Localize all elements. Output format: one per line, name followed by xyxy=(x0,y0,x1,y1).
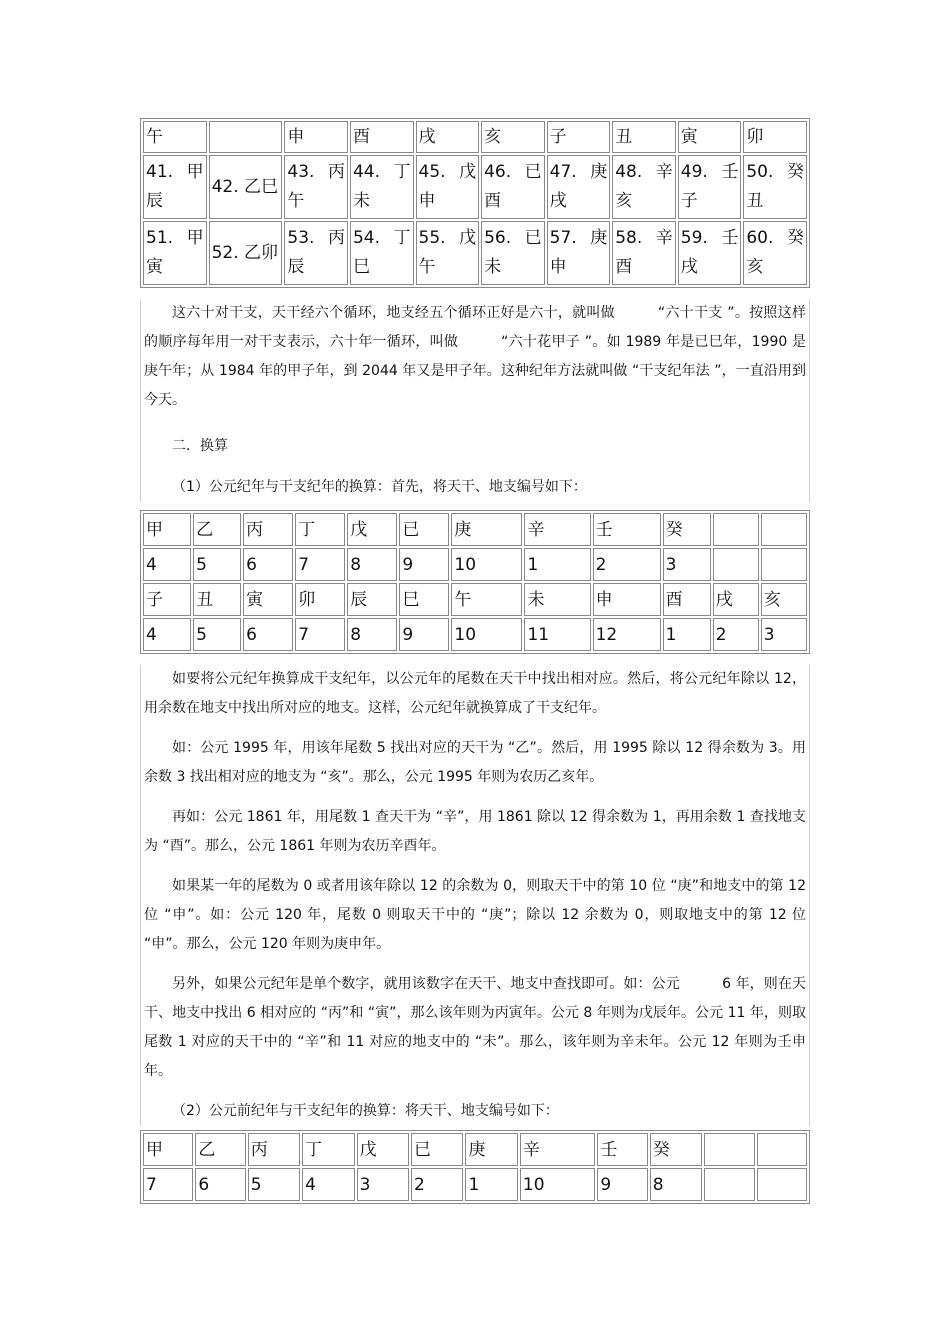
table-cell: 41. 甲 辰 xyxy=(143,155,207,219)
table-cell: 50. 癸 丑 xyxy=(743,155,807,219)
table-cell: 53. 丙 辰 xyxy=(284,221,348,285)
table-cell: 58. 辛 酉 xyxy=(612,221,676,285)
table-cell xyxy=(713,513,759,546)
table-cell: 6 xyxy=(195,1168,245,1201)
table-cell: 酉 xyxy=(350,121,414,153)
table-cell: 寅 xyxy=(243,583,293,616)
numbering-table-ad xyxy=(140,510,810,654)
table-row xyxy=(143,155,807,219)
table-cell: 49. 壬 子 xyxy=(678,155,742,219)
table-cell: 5 xyxy=(193,548,241,581)
table-cell: 7 xyxy=(295,548,345,581)
table-cell: 2 xyxy=(411,1168,463,1201)
table-cell: 壬 xyxy=(593,513,661,546)
table-cell: 丑 xyxy=(612,121,676,153)
table-cell: 45. 戊 申 xyxy=(416,155,480,219)
table-cell: 6 xyxy=(243,548,293,581)
table-cell: 2 xyxy=(713,618,759,651)
table-cell: 46. 已 酉 xyxy=(481,155,545,219)
table-cell: 56. 已 未 xyxy=(481,221,545,285)
numbering-table-bc xyxy=(140,1130,810,1204)
table-cell: 1 xyxy=(465,1168,517,1201)
paragraph: （2）公元前纪年与干支纪年的换算：将天干、地支编号如下： xyxy=(172,1103,559,1119)
table-cell: 子 xyxy=(547,121,611,153)
table-cell: 已 xyxy=(411,1133,463,1166)
table-cell: 申 xyxy=(593,583,661,616)
table-cell: 9 xyxy=(399,548,449,581)
table-cell: 辛 xyxy=(520,1133,596,1166)
text-frame-1 xyxy=(140,299,810,502)
table-cell: 6 xyxy=(243,618,293,651)
table-cell: 亥 xyxy=(761,583,807,616)
table-cell: 丙 xyxy=(248,1133,300,1166)
table-cell: 午 xyxy=(143,121,207,153)
table-row xyxy=(143,121,807,153)
table-cell: 戊 xyxy=(357,1133,409,1166)
table-row xyxy=(143,548,807,581)
table-cell: 8 xyxy=(347,618,397,651)
table-cell: 47. 庚 戌 xyxy=(547,155,611,219)
table-cell: 43. 丙 午 xyxy=(284,155,348,219)
table-cell: 55. 戊 午 xyxy=(416,221,480,285)
table-cell: 5 xyxy=(193,618,241,651)
table-cell: 10 xyxy=(451,548,522,581)
table-cell: 卯 xyxy=(295,583,345,616)
paragraph: 再如：公元 1861 年，用尾数 1 查天干为 “辛”，用 1861 除以 12 得余数为 1，再用余数 1 查找地支为 “酉”。那么，公元 1861 年则为农历辛酉年。 xyxy=(144,809,806,854)
table-cell: 申 xyxy=(284,121,348,153)
table-cell: 寅 xyxy=(678,121,742,153)
table-cell: 巳 xyxy=(399,583,449,616)
table-cell: 丙 xyxy=(243,513,293,546)
table-row xyxy=(143,583,807,616)
table-cell: 未 xyxy=(524,583,590,616)
table-cell: 午 xyxy=(451,583,522,616)
table-cell: 壬 xyxy=(597,1133,647,1166)
table-cell: 10 xyxy=(520,1168,596,1201)
table-cell: 59. 壬 戌 xyxy=(678,221,742,285)
table-row xyxy=(143,1168,807,1201)
paragraph: 如果某一年的尾数为 0 或者用该年除以 12 的余数为 0，则取天干中的第 10 位 “庚”和地支中的第 12 位 “申”。如：公元 120 年，尾数 0 则取天干中的 “庚”；除以 12 余数为 0，则取地支中的第 12 位 “申”。那么，公元 120 年则为庚申年。 xyxy=(144,878,806,952)
table-cell xyxy=(713,548,759,581)
table-row xyxy=(143,513,807,546)
table-cell: 44. 丁 未 xyxy=(350,155,414,219)
table-cell: 乙 xyxy=(193,513,241,546)
table-cell: 3 xyxy=(761,618,807,651)
table-cell: 子 xyxy=(143,583,191,616)
table-cell xyxy=(757,1133,807,1166)
table-cell: 7 xyxy=(143,1168,193,1201)
table-cell: 9 xyxy=(597,1168,647,1201)
table-row xyxy=(143,618,807,651)
paragraph: 另外，如果公元纪年是单个数字，就用该数字在天干、地支中查找即可。如：公元 6 年，则在天干、地支中找出 6 相对应的 “丙”和 “寅”，那么该年则为丙寅年。公元 8 年则为戊辰年。公元 11 年，则取尾数 1 对应的天干中的 “辛”和 11 对应的地支中的 “未”。那么，该年则为辛未年。公元 12 年则为壬申年。 xyxy=(144,976,806,1079)
table-cell: 3 xyxy=(663,548,711,581)
table-cell: 辛 xyxy=(524,513,590,546)
table-cell: 4 xyxy=(143,548,191,581)
paragraph: 这六十对干支，天干经六个循环，地支经五个循环正好是六十，就叫做 “六十干支 ”。按照这样的顺序每年用一对干支表示，六十年一循环，叫做 “六十花甲子 ”。如 1989 年是已巳年，1990 是庚午年；从 1984 年的甲子年，到 2044 年又是甲子年。这种纪年方法就叫做 “干支纪年法 ”，一直沿用到今天。 xyxy=(144,305,806,408)
table-cell xyxy=(761,513,807,546)
table-cell: 酉 xyxy=(663,583,711,616)
table-cell: 戊 xyxy=(347,513,397,546)
table-cell: 8 xyxy=(347,548,397,581)
table-cell: 庚 xyxy=(465,1133,517,1166)
table-cell: 丑 xyxy=(193,583,241,616)
table-cell: 庚 xyxy=(451,513,522,546)
table-cell: 4 xyxy=(302,1168,354,1201)
table-cell: 8 xyxy=(650,1168,702,1201)
table-cell: 52. 乙卯 xyxy=(209,221,283,285)
table-cell: 51. 甲 寅 xyxy=(143,221,207,285)
section-heading: 二．换算 xyxy=(172,438,228,454)
table-cell: 戌 xyxy=(713,583,759,616)
table-cell: 11 xyxy=(524,618,590,651)
table-cell: 1 xyxy=(663,618,711,651)
table-cell xyxy=(209,121,283,153)
table-cell: 丁 xyxy=(295,513,345,546)
table-cell: 9 xyxy=(399,618,449,651)
table-row xyxy=(143,1133,807,1166)
table-cell: 57. 庚 申 xyxy=(547,221,611,285)
table-cell xyxy=(761,548,807,581)
table-cell: 12 xyxy=(593,618,661,651)
table-cell: 癸 xyxy=(650,1133,702,1166)
table-cell: 54. 丁 巳 xyxy=(350,221,414,285)
paragraph: 如要将公元纪年换算成干支纪年，以公元年的尾数在天干中找出相对应。然后，将公元纪年除以 12，用余数在地支中找出所对应的地支。这样，公元纪年就换算成了干支纪年。 xyxy=(144,671,806,716)
table-cell: 亥 xyxy=(481,121,545,153)
table-cell xyxy=(757,1168,807,1201)
table-cell: 10 xyxy=(451,618,522,651)
table-cell: 1 xyxy=(524,548,590,581)
paragraph: （1）公元纪年与干支纪年的换算：首先，将天干、地支编号如下： xyxy=(172,479,587,495)
table-cell: 卯 xyxy=(743,121,807,153)
table-cell xyxy=(704,1133,754,1166)
paragraph: 如：公元 1995 年，用该年尾数 5 找出对应的天干为 “乙”。然后，用 1995 除以 12 得余数为 3。用余数 3 找出相对应的地支为 “亥”。那么，公元 1995 年则为农历乙亥年。 xyxy=(144,740,806,785)
table-cell: 3 xyxy=(357,1168,409,1201)
table-cell: 7 xyxy=(295,618,345,651)
table-cell: 乙 xyxy=(195,1133,245,1166)
table-cell: 42. 乙巳 xyxy=(209,155,283,219)
table-cell: 已 xyxy=(399,513,449,546)
table-cell: 5 xyxy=(248,1168,300,1201)
table-cell: 4 xyxy=(143,618,191,651)
table-cell: 2 xyxy=(593,548,661,581)
table-cell: 48. 辛 亥 xyxy=(612,155,676,219)
sexagenary-table xyxy=(140,118,810,288)
table-row xyxy=(143,221,807,285)
table-cell: 甲 xyxy=(143,1133,193,1166)
document-body xyxy=(140,118,810,1204)
table-cell: 辰 xyxy=(347,583,397,616)
table-cell: 甲 xyxy=(143,513,191,546)
table-cell: 戌 xyxy=(416,121,480,153)
table-cell: 癸 xyxy=(663,513,711,546)
table-cell: 丁 xyxy=(302,1133,354,1166)
table-cell: 60. 癸 亥 xyxy=(743,221,807,285)
table-cell xyxy=(704,1168,754,1201)
text-frame-2 xyxy=(140,665,810,1126)
